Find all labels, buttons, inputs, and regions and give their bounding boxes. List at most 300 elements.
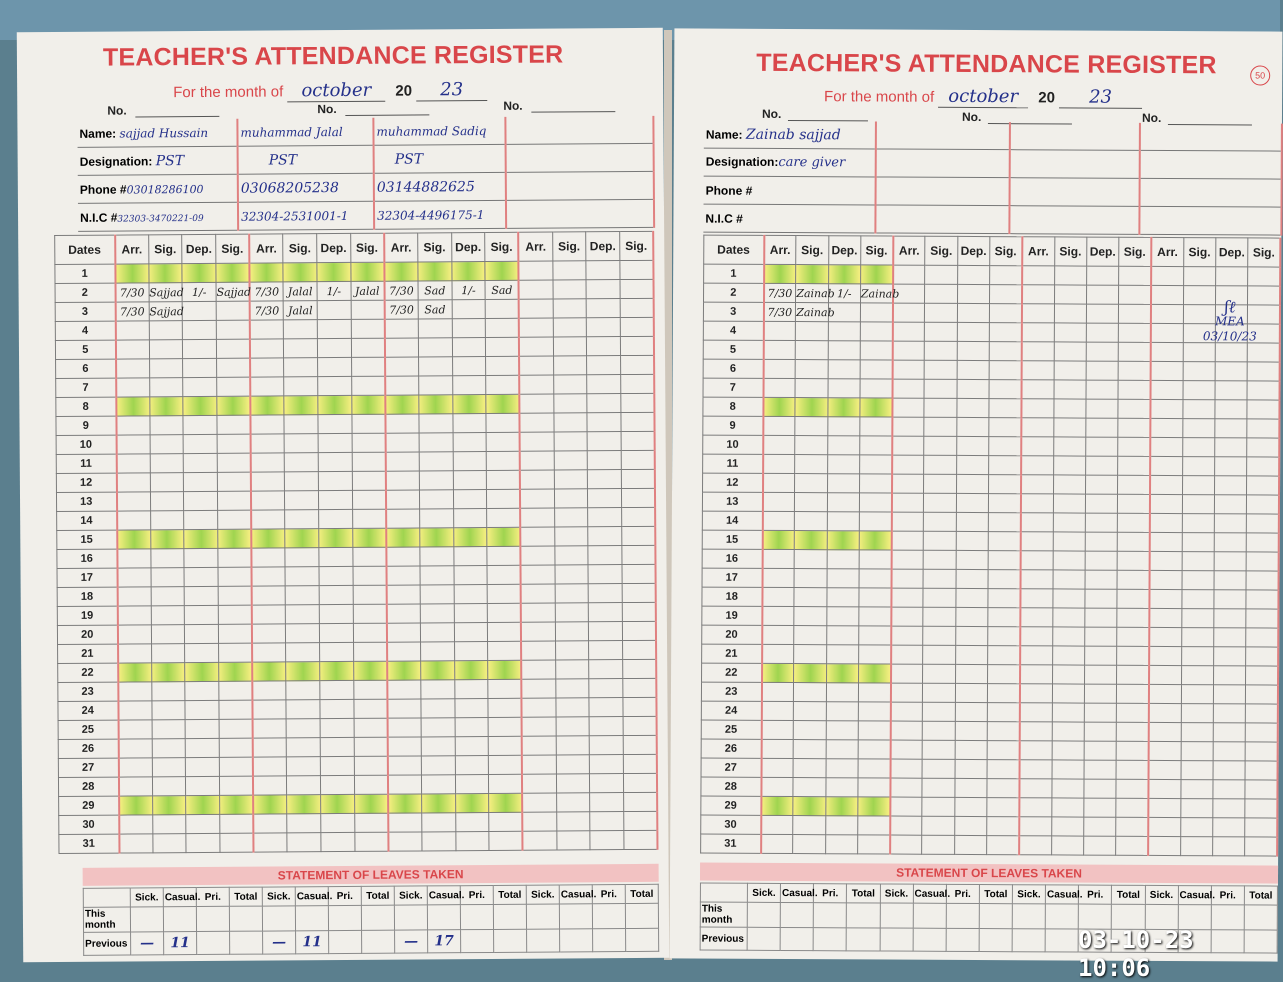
leaves-cell[interactable]: 11 (296, 931, 329, 954)
attendance-cell[interactable] (350, 262, 384, 281)
attendance-cell[interactable] (420, 604, 454, 623)
attendance-cell[interactable] (890, 759, 922, 778)
attendance-cell[interactable] (988, 475, 1020, 494)
attendance-cell[interactable] (1180, 837, 1212, 856)
attendance-cell[interactable] (486, 413, 520, 432)
attendance-cell[interactable] (317, 319, 351, 338)
attendance-cell[interactable] (1181, 742, 1213, 761)
attendance-cell[interactable] (453, 546, 487, 565)
attendance-cell[interactable] (117, 587, 151, 606)
attendance-cell[interactable] (250, 377, 284, 396)
attendance-cell[interactable] (1054, 304, 1086, 323)
attendance-cell[interactable] (354, 699, 388, 718)
attendance-cell[interactable] (318, 395, 352, 414)
attendance-cell[interactable] (827, 417, 859, 436)
attendance-cell[interactable] (957, 322, 989, 341)
attendance-cell[interactable] (1084, 798, 1116, 817)
attendance-cell[interactable] (555, 698, 589, 717)
attendance-cell[interactable] (455, 774, 489, 793)
attendance-cell[interactable]: 7/30 (763, 302, 795, 321)
attendance-cell[interactable] (1053, 418, 1085, 437)
attendance-cell[interactable] (623, 773, 657, 792)
attendance-cell[interactable] (826, 588, 858, 607)
attendance-cell[interactable] (151, 663, 185, 682)
attendance-cell[interactable] (184, 529, 218, 548)
attendance-cell[interactable]: Jalal (283, 301, 317, 320)
attendance-cell[interactable] (186, 833, 220, 852)
attendance-cell[interactable] (623, 678, 657, 697)
attendance-cell[interactable] (216, 301, 250, 320)
attendance-cell[interactable] (455, 812, 489, 831)
attendance-cell[interactable] (555, 565, 589, 584)
attendance-cell[interactable] (488, 622, 522, 641)
attendance-cell[interactable] (149, 397, 183, 416)
attendance-cell[interactable] (859, 455, 891, 474)
attendance-cell[interactable] (420, 566, 454, 585)
attendance-cell[interactable] (452, 300, 486, 319)
attendance-cell[interactable] (150, 454, 184, 473)
attendance-cell[interactable] (220, 833, 254, 852)
attendance-cell[interactable] (115, 264, 149, 283)
leaves-cell[interactable] (196, 906, 229, 931)
attendance-cell[interactable] (219, 738, 253, 757)
attendance-cell[interactable] (453, 470, 487, 489)
attendance-cell[interactable] (925, 284, 957, 303)
leaves-cell[interactable] (813, 928, 846, 951)
attendance-cell[interactable] (588, 489, 622, 508)
attendance-cell[interactable] (589, 736, 623, 755)
attendance-cell[interactable] (1085, 608, 1117, 627)
attendance-cell[interactable] (891, 607, 923, 626)
attendance-cell[interactable] (149, 321, 183, 340)
attendance-cell[interactable] (454, 660, 488, 679)
attendance-cell[interactable] (184, 472, 218, 491)
attendance-cell[interactable] (1053, 513, 1085, 532)
attendance-cell[interactable] (116, 492, 150, 511)
attendance-cell[interactable] (1053, 456, 1085, 475)
attendance-cell[interactable] (762, 492, 794, 511)
attendance-cell[interactable] (1246, 571, 1278, 590)
attendance-cell[interactable] (826, 683, 858, 702)
attendance-cell[interactable] (252, 567, 286, 586)
attendance-cell[interactable] (1245, 837, 1277, 856)
attendance-cell[interactable] (183, 377, 217, 396)
attendance-cell[interactable] (1084, 741, 1116, 760)
attendance-cell[interactable] (1086, 342, 1118, 361)
attendance-cell[interactable] (420, 547, 454, 566)
attendance-cell[interactable] (521, 622, 555, 641)
attendance-cell[interactable] (453, 527, 487, 546)
attendance-cell[interactable] (989, 285, 1021, 304)
attendance-cell[interactable] (1149, 646, 1181, 665)
attendance-cell[interactable] (118, 644, 152, 663)
attendance-cell[interactable] (1054, 266, 1086, 285)
leaves-cell[interactable] (946, 928, 979, 951)
attendance-cell[interactable] (384, 262, 418, 281)
attendance-cell[interactable] (286, 605, 320, 624)
attendance-cell[interactable] (1213, 685, 1245, 704)
attendance-cell[interactable] (521, 527, 555, 546)
attendance-cell[interactable] (621, 431, 655, 450)
attendance-cell[interactable] (989, 304, 1021, 323)
attendance-cell[interactable]: 7/30 (115, 283, 149, 302)
attendance-cell[interactable] (556, 793, 590, 812)
attendance-cell[interactable] (1019, 817, 1051, 836)
attendance-cell[interactable] (1150, 380, 1182, 399)
attendance-cell[interactable] (956, 455, 988, 474)
attendance-cell[interactable] (519, 280, 553, 299)
attendance-cell[interactable] (1021, 513, 1053, 532)
attendance-cell[interactable] (1053, 570, 1085, 589)
attendance-cell[interactable] (620, 336, 654, 355)
attendance-cell[interactable] (520, 375, 554, 394)
attendance-cell[interactable] (1245, 818, 1277, 837)
attendance-cell[interactable] (1148, 817, 1180, 836)
attendance-cell[interactable] (319, 604, 353, 623)
attendance-cell[interactable] (1150, 513, 1182, 532)
attendance-cell[interactable] (351, 300, 385, 319)
attendance-cell[interactable] (1183, 362, 1215, 381)
attendance-cell[interactable] (1021, 456, 1053, 475)
attendance-cell[interactable] (587, 394, 621, 413)
attendance-cell[interactable] (624, 811, 658, 830)
attendance-cell[interactable] (1020, 570, 1052, 589)
attendance-cell[interactable] (185, 643, 219, 662)
attendance-cell[interactable] (761, 758, 793, 777)
attendance-cell[interactable] (116, 435, 150, 454)
attendance-cell[interactable] (796, 265, 828, 284)
attendance-cell[interactable] (1246, 704, 1278, 723)
attendance-cell[interactable] (489, 793, 523, 812)
attendance-cell[interactable] (317, 338, 351, 357)
attendance-cell[interactable] (858, 759, 890, 778)
attendance-cell[interactable] (793, 835, 825, 854)
attendance-cell[interactable] (521, 641, 555, 660)
attendance-cell[interactable] (957, 265, 989, 284)
attendance-cell[interactable] (1117, 684, 1149, 703)
attendance-cell[interactable] (892, 493, 924, 512)
attendance-cell[interactable] (386, 490, 420, 509)
attendance-cell[interactable] (219, 700, 253, 719)
attendance-cell[interactable] (1118, 304, 1150, 323)
attendance-cell[interactable] (925, 265, 957, 284)
attendance-cell[interactable] (253, 757, 287, 776)
attendance-cell[interactable] (794, 626, 826, 645)
attendance-cell[interactable] (1247, 419, 1279, 438)
attendance-cell[interactable] (1182, 438, 1214, 457)
attendance-cell[interactable] (1116, 817, 1148, 836)
leaves-cell[interactable] (527, 929, 560, 952)
attendance-cell[interactable] (795, 417, 827, 436)
attendance-cell[interactable] (763, 378, 795, 397)
attendance-cell[interactable] (588, 603, 622, 622)
attendance-cell[interactable] (1052, 741, 1084, 760)
attendance-cell[interactable] (319, 528, 353, 547)
attendance-cell[interactable] (317, 300, 351, 319)
attendance-cell[interactable] (1118, 418, 1150, 437)
attendance-cell[interactable] (1151, 304, 1183, 323)
attendance-cell[interactable] (220, 814, 254, 833)
attendance-cell[interactable]: 7/30 (250, 282, 284, 301)
attendance-cell[interactable] (763, 359, 795, 378)
attendance-cell[interactable] (924, 417, 956, 436)
attendance-cell[interactable] (588, 470, 622, 489)
attendance-cell[interactable] (1246, 666, 1278, 685)
attendance-cell[interactable] (955, 645, 987, 664)
attendance-cell[interactable] (486, 394, 520, 413)
attendance-cell[interactable] (955, 721, 987, 740)
attendance-cell[interactable] (859, 588, 891, 607)
attendance-cell[interactable] (924, 512, 956, 531)
attendance-cell[interactable] (420, 642, 454, 661)
attendance-cell[interactable] (1119, 266, 1151, 285)
attendance-cell[interactable] (320, 680, 354, 699)
attendance-cell[interactable] (1118, 323, 1150, 342)
attendance-cell[interactable] (152, 777, 186, 796)
attendance-cell[interactable] (892, 436, 924, 455)
attendance-cell[interactable] (556, 736, 590, 755)
attendance-cell[interactable] (1245, 723, 1277, 742)
attendance-cell[interactable] (354, 794, 388, 813)
attendance-cell[interactable] (353, 604, 387, 623)
attendance-cell[interactable] (762, 511, 794, 530)
attendance-cell[interactable] (151, 606, 185, 625)
attendance-cell[interactable] (587, 356, 621, 375)
attendance-cell[interactable] (891, 626, 923, 645)
attendance-cell[interactable] (451, 262, 485, 281)
attendance-cell[interactable] (860, 436, 892, 455)
attendance-cell[interactable] (793, 759, 825, 778)
attendance-cell[interactable] (1052, 627, 1084, 646)
attendance-cell[interactable] (621, 507, 655, 526)
attendance-cell[interactable] (827, 550, 859, 569)
attendance-cell[interactable] (452, 338, 486, 357)
leaves-cell[interactable] (197, 931, 230, 954)
attendance-cell[interactable] (1019, 779, 1051, 798)
attendance-cell[interactable]: Sajjad (216, 282, 250, 301)
attendance-cell[interactable] (923, 588, 955, 607)
attendance-cell[interactable] (185, 719, 219, 738)
attendance-cell[interactable] (321, 794, 355, 813)
attendance-cell[interactable] (621, 412, 655, 431)
attendance-cell[interactable] (388, 794, 422, 813)
attendance-cell[interactable] (795, 360, 827, 379)
attendance-cell[interactable] (1213, 704, 1245, 723)
attendance-cell[interactable] (923, 664, 955, 683)
attendance-cell[interactable] (386, 509, 420, 528)
attendance-cell[interactable] (519, 337, 553, 356)
attendance-cell[interactable] (217, 377, 251, 396)
attendance-cell[interactable] (1149, 551, 1181, 570)
attendance-cell[interactable] (387, 661, 421, 680)
leaves-cell[interactable] (295, 906, 328, 931)
attendance-cell[interactable] (1215, 381, 1247, 400)
leaves-cell[interactable] (813, 903, 846, 928)
attendance-cell[interactable] (387, 680, 421, 699)
attendance-cell[interactable] (419, 490, 453, 509)
attendance-cell[interactable] (1183, 343, 1215, 362)
attendance-cell[interactable] (1022, 304, 1054, 323)
attendance-cell[interactable] (923, 683, 955, 702)
attendance-cell[interactable] (620, 298, 654, 317)
attendance-cell[interactable] (385, 395, 419, 414)
attendance-cell[interactable] (588, 565, 622, 584)
attendance-cell[interactable] (219, 681, 253, 700)
attendance-cell[interactable] (1151, 266, 1183, 285)
attendance-cell[interactable] (1214, 590, 1246, 609)
attendance-cell[interactable] (1116, 703, 1148, 722)
leaves-cell[interactable] (394, 905, 427, 930)
attendance-cell[interactable] (554, 432, 588, 451)
attendance-cell[interactable] (793, 816, 825, 835)
attendance-cell[interactable] (957, 284, 989, 303)
attendance-cell[interactable] (794, 645, 826, 664)
attendance-cell[interactable] (1086, 285, 1118, 304)
attendance-cell[interactable] (1182, 514, 1214, 533)
attendance-cell[interactable] (1246, 533, 1278, 552)
attendance-cell[interactable] (283, 263, 317, 282)
attendance-cell[interactable] (1019, 722, 1051, 741)
attendance-cell[interactable] (1052, 589, 1084, 608)
attendance-cell[interactable] (890, 816, 922, 835)
attendance-cell[interactable] (587, 432, 621, 451)
attendance-cell[interactable] (893, 303, 925, 322)
attendance-cell[interactable] (763, 473, 795, 492)
attendance-cell[interactable] (620, 317, 654, 336)
attendance-cell[interactable] (955, 683, 987, 702)
attendance-cell[interactable] (351, 319, 385, 338)
attendance-cell[interactable] (892, 474, 924, 493)
attendance-cell[interactable] (793, 797, 825, 816)
attendance-cell[interactable] (891, 512, 923, 531)
attendance-cell[interactable] (1083, 836, 1115, 855)
attendance-cell[interactable] (825, 816, 857, 835)
attendance-cell[interactable] (1214, 628, 1246, 647)
attendance-cell[interactable] (553, 394, 587, 413)
attendance-cell[interactable] (1054, 342, 1086, 361)
attendance-cell[interactable] (353, 623, 387, 642)
attendance-cell[interactable] (250, 320, 284, 339)
attendance-cell[interactable] (857, 835, 889, 854)
leaves-cell[interactable] (979, 929, 1012, 952)
attendance-cell[interactable] (452, 394, 486, 413)
leaves-cell[interactable] (493, 904, 526, 929)
attendance-cell[interactable]: Jalal (283, 282, 317, 301)
attendance-cell[interactable] (587, 375, 621, 394)
attendance-cell[interactable] (1245, 761, 1277, 780)
attendance-cell[interactable] (118, 739, 152, 758)
attendance-cell[interactable] (387, 604, 421, 623)
attendance-cell[interactable] (795, 341, 827, 360)
attendance-cell[interactable] (152, 739, 186, 758)
attendance-cell[interactable] (556, 774, 590, 793)
attendance-cell[interactable] (762, 587, 794, 606)
attendance-cell[interactable] (587, 337, 621, 356)
attendance-cell[interactable] (588, 546, 622, 565)
attendance-cell[interactable] (1085, 456, 1117, 475)
attendance-cell[interactable] (621, 450, 655, 469)
attendance-cell[interactable] (825, 797, 857, 816)
attendance-cell[interactable] (251, 434, 285, 453)
attendance-cell[interactable] (1150, 399, 1182, 418)
attendance-cell[interactable] (519, 261, 553, 280)
attendance-cell[interactable] (387, 718, 421, 737)
attendance-cell[interactable] (623, 716, 657, 735)
attendance-cell[interactable] (284, 320, 318, 339)
attendance-cell[interactable] (988, 589, 1020, 608)
attendance-cell[interactable] (351, 376, 385, 395)
attendance-cell[interactable] (318, 376, 352, 395)
attendance-cell[interactable] (1118, 437, 1150, 456)
attendance-cell[interactable] (859, 550, 891, 569)
attendance-cell[interactable] (522, 793, 556, 812)
attendance-cell[interactable] (988, 570, 1020, 589)
attendance-cell[interactable] (186, 776, 220, 795)
attendance-cell[interactable] (1021, 380, 1053, 399)
attendance-cell[interactable] (252, 662, 286, 681)
attendance-cell[interactable] (1215, 362, 1247, 381)
attendance-cell[interactable] (589, 698, 623, 717)
attendance-cell[interactable] (184, 453, 218, 472)
attendance-cell[interactable] (1085, 532, 1117, 551)
attendance-cell[interactable] (184, 586, 218, 605)
attendance-cell[interactable] (386, 547, 420, 566)
leaves-cell[interactable]: 17 (428, 930, 461, 953)
attendance-cell[interactable] (1213, 780, 1245, 799)
attendance-cell[interactable] (922, 778, 954, 797)
attendance-cell[interactable] (620, 355, 654, 374)
attendance-cell[interactable] (317, 357, 351, 376)
attendance-cell[interactable] (284, 415, 318, 434)
attendance-cell[interactable] (1181, 628, 1213, 647)
attendance-cell[interactable] (1116, 741, 1148, 760)
attendance-cell[interactable] (1116, 779, 1148, 798)
attendance-cell[interactable] (891, 683, 923, 702)
attendance-cell[interactable] (590, 831, 624, 850)
leaves-cell[interactable] (560, 929, 593, 952)
attendance-cell[interactable] (1247, 457, 1279, 476)
leaves-cell[interactable] (780, 902, 813, 927)
attendance-cell[interactable] (285, 567, 319, 586)
attendance-cell[interactable] (554, 508, 588, 527)
attendance-cell[interactable] (623, 735, 657, 754)
attendance-cell[interactable] (1150, 456, 1182, 475)
attendance-cell[interactable] (149, 340, 183, 359)
attendance-cell[interactable] (796, 322, 828, 341)
attendance-cell[interactable] (860, 303, 892, 322)
attendance-cell[interactable] (253, 814, 287, 833)
attendance-cell[interactable] (892, 417, 924, 436)
attendance-cell[interactable] (149, 359, 183, 378)
attendance-cell[interactable] (1149, 608, 1181, 627)
attendance-cell[interactable] (419, 395, 453, 414)
attendance-cell[interactable] (487, 489, 521, 508)
attendance-cell[interactable]: Sajjad (149, 283, 183, 302)
attendance-cell[interactable] (488, 679, 522, 698)
leaves-cell[interactable] (526, 904, 559, 929)
attendance-cell[interactable] (762, 625, 794, 644)
attendance-cell[interactable] (454, 698, 488, 717)
attendance-cell[interactable] (989, 456, 1021, 475)
attendance-cell[interactable] (556, 812, 590, 831)
attendance-cell[interactable] (1020, 665, 1052, 684)
leaves-cell[interactable] (130, 907, 163, 932)
attendance-cell[interactable] (182, 301, 216, 320)
attendance-cell[interactable] (1213, 666, 1245, 685)
leaves-cell[interactable] (592, 904, 625, 929)
attendance-cell[interactable] (1084, 665, 1116, 684)
attendance-cell[interactable] (285, 510, 319, 529)
